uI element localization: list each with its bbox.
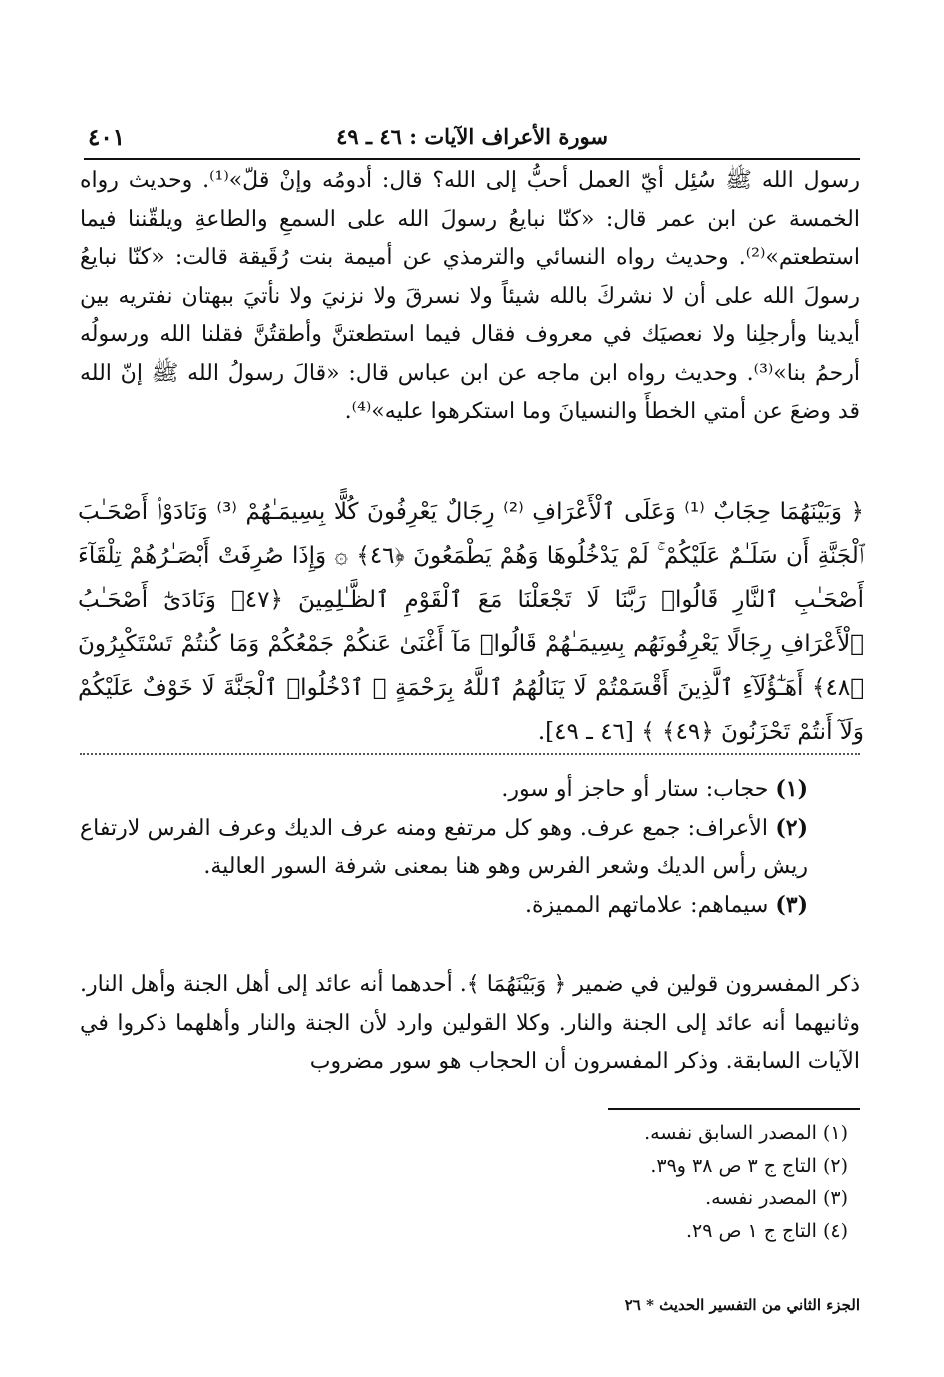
footnote-item: (٢) التاج ج ٣ ص ٣٨ و٣٩. [650,1154,848,1177]
commentary-paragraph [80,966,860,1082]
glossary-text: الأعراف: جمع عرف. وهو كل مرتفع ومنه عرف الديك وعرف الفرس لارتفاع ريش رأس الديك وشعر الفرس وهو هنا بمعنى شرفة السور العالية. [80,816,808,879]
glossary-item [80,770,860,809]
quran-verse-block [78,490,864,754]
glossary-number: (٣) [775,892,808,918]
running-title: سورة الأعراف الآيات : ٤٦ ـ ٤٩ [336,124,608,149]
verse-reference: [٤٦ ـ ٤٩]. [537,719,634,745]
glossary-list [80,770,860,925]
footnote-item: (١) المصدر السابق نفسه. [644,1122,848,1144]
hadith-paragraph [80,162,860,432]
footnotes-list [108,1117,848,1247]
footnote-item: (٣) المصدر نفسه. [705,1187,848,1209]
glossary-number: (٢) [775,815,808,841]
footnote-item: (٤) التاج ج ١ ص ٢٩. [685,1219,848,1242]
signature-line: الجزء الثاني من التفسير الحديث * ٢٦ [624,1296,860,1314]
glossary-item [80,809,860,886]
quran-verse-text: ﴿ وَبَيْنَهُمَا حِجَابٌ ⁽¹⁾ وَعَلَى ٱلْأَعْرَافِ ⁽²⁾ رِجَالٌ يَعْرِفُونَ كُلًّا بِسِيمَـٰهُمْ ⁽³⁾ وَنَادَوْا۟ أَصْحَـٰبَ ٱلْجَنَّةِ أَن سَلَـٰمٌ عَلَيْكُمْ ۚ لَمْ يَدْخُلُوهَا وَهُمْ يَطْمَعُونَ ﴿٤٦﴾ ۞ وَإِذَا صُرِفَتْ أَبْصَـٰرُهُمْ تِلْقَآءَ أَصْحَـٰبِ ٱلنَّارِ قَالُوا۟ رَبَّنَا لَا تَجْعَلْنَا مَعَ ٱلْقَوْمِ ٱلظَّـٰلِمِينَ ﴿٤٧﴾ وَنَادَىٰٓ أَصْحَـٰبُ ٱلْأَعْرَافِ رِجَالًا يَعْرِفُونَهُم بِسِيمَـٰهُمْ قَالُوا۟ مَآ أَغْنَىٰ عَنكُمْ جَمْعُكُمْ وَمَا كُنتُمْ تَسْتَكْبِرُونَ ﴿٤٨﴾ أَهَـٰٓؤُلَآءِ ٱلَّذِينَ أَقْسَمْتُمْ لَا يَنَالُهُمُ ٱللَّهُ بِرَحْمَةٍ ۚ ٱدْخُلُوا۟ ٱلْجَنَّةَ لَا خَوْفٌ عَلَيْكُمْ وَلَآ أَنتُمْ تَحْزَنُونَ ﴿٤٩﴾ ﴾ [78,499,864,745]
commentary-paragraph-text: ذكر المفسرون قولين في ضمير ﴿ وَبَيْنَهُمَا ﴾. أحدهما أنه عائد إلى أهل الجنة وأهل النار. وثانيهما أنه عائد إلى الجنة والنار. وكلا القولين وارد لأن الجنة والنار وأهلهما ذكروا في الآيات السابقة. وذكر المفسرون أن الحجاب هو سور مضروب [80,972,860,1074]
footnote-rule [608,1108,860,1110]
glossary-text: حجاب: ستار أو حاجز أو سور. [501,777,769,802]
hadith-paragraph-text: رسول الله ﷺ سُئِل أيّ العمل أحبُّ إلى الله؟ قال: أدومُه وإنْ قلّ»⁽¹⁾. وحديث رواه الخمسة عن ابن عمر قال: «كنّا نبايعُ رسولَ الله على السمعِ والطاعةِ ويلقّننا فيما استطعتم»⁽²⁾. وحديث رواه النسائي والترمذي عن أميمة بنت رُقَيقة قالت: «كنّا نبايعُ رسولَ الله على أن لا نشركَ بالله شيئاً ولا نسرقَ ولا نزنيَ ولا نأتيَ ببهتان نفتريه بين أيدينا وأرجلِنا ولا نعصيَك في معروف فقال فيما استطعتنَّ وأطقتُنَّ فقلنا الله ورسولُه أرحمُ بنا»⁽³⁾. وحديث رواه ابن ماجه عن ابن عباس قال: «قالَ رسولُ الله ﷺ إنّ الله قد وضعَ عن أمتي الخطأَ والنسيانَ وما استكرهوا عليه»⁽⁴⁾. [80,168,860,424]
dotted-separator [80,753,860,757]
glossary-text: سيماهم: علاماتهم المميزة. [524,893,769,918]
running-header [84,120,860,160]
glossary-item [80,886,860,925]
page-number: ٤٠١ [88,124,126,151]
glossary-number: (١) [775,776,808,802]
